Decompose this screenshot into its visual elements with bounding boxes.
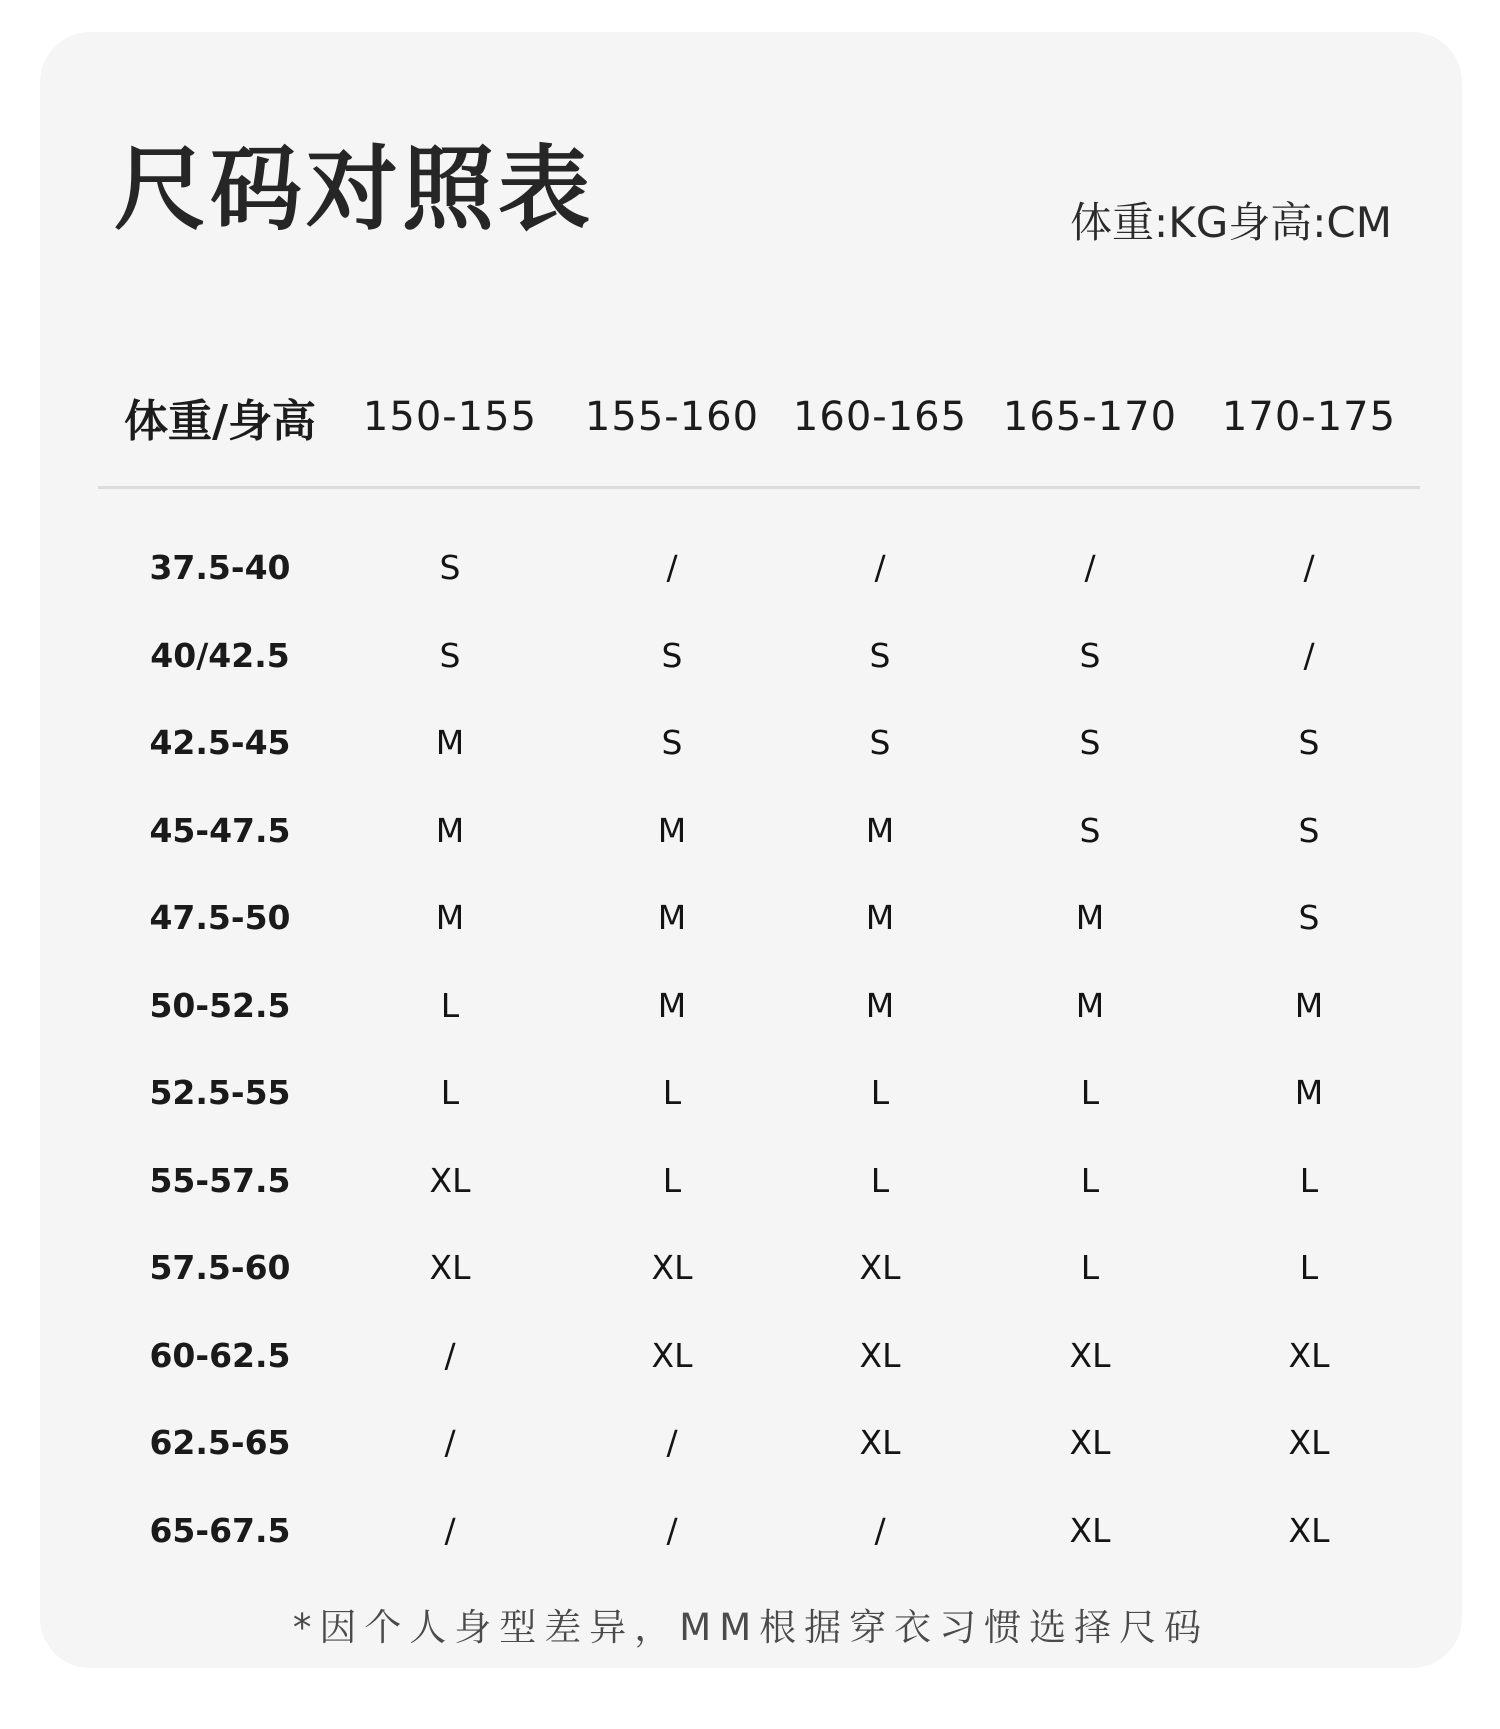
- size-cell: /: [874, 1510, 886, 1550]
- size-cell: S: [869, 635, 891, 675]
- weight-cell: 42.5-45: [149, 723, 291, 763]
- size-cell: XL: [1069, 1423, 1111, 1463]
- table-row: [40, 1487, 1462, 1575]
- size-cell: S: [439, 635, 461, 675]
- size-cell: L: [662, 1160, 682, 1200]
- units-label: 体重:KG身高:CM: [1070, 198, 1392, 247]
- size-cell: XL: [651, 1248, 693, 1288]
- size-cell: L: [870, 1160, 890, 1200]
- size-cell: XL: [1069, 1335, 1111, 1375]
- header-height-3: 160-165: [792, 394, 968, 440]
- weight-cell: 52.5-55: [149, 1073, 291, 1113]
- header-height-2: 155-160: [584, 394, 760, 440]
- size-cell: M: [1075, 898, 1105, 938]
- size-cell: S: [439, 548, 461, 588]
- weight-cell: 65-67.5: [149, 1510, 291, 1550]
- size-cell: /: [444, 1423, 456, 1463]
- size-cell: /: [444, 1335, 456, 1375]
- weight-cell: 47.5-50: [149, 898, 291, 938]
- weight-cell: 60-62.5: [149, 1335, 291, 1375]
- size-cell: L: [440, 985, 460, 1025]
- table-row: [40, 874, 1462, 962]
- weight-cell: 62.5-65: [149, 1423, 291, 1463]
- size-cell: L: [440, 1073, 460, 1113]
- size-cell: L: [1080, 1073, 1100, 1113]
- size-cell: XL: [1288, 1510, 1330, 1550]
- size-cell: S: [1079, 635, 1101, 675]
- size-cell: XL: [859, 1248, 901, 1288]
- weight-cell: 45-47.5: [149, 810, 291, 850]
- size-cell: /: [666, 1510, 678, 1550]
- size-cell: /: [666, 1423, 678, 1463]
- size-cell: M: [1294, 985, 1324, 1025]
- table-row: [40, 612, 1462, 700]
- size-cell: L: [1080, 1160, 1100, 1200]
- size-cell: XL: [1288, 1335, 1330, 1375]
- size-cell: M: [865, 810, 895, 850]
- size-cell: /: [666, 548, 678, 588]
- table-row: [40, 962, 1462, 1050]
- size-cell: L: [1299, 1248, 1319, 1288]
- size-cell: M: [865, 985, 895, 1025]
- size-cell: S: [1298, 810, 1320, 850]
- size-chart-card: [40, 32, 1462, 1668]
- table-row: [40, 699, 1462, 787]
- size-cell: XL: [859, 1423, 901, 1463]
- size-cell: L: [1080, 1248, 1100, 1288]
- table-body: [40, 524, 1462, 1574]
- size-cell: M: [657, 898, 687, 938]
- size-cell: M: [865, 898, 895, 938]
- size-cell: M: [657, 985, 687, 1025]
- weight-cell: 57.5-60: [149, 1248, 291, 1288]
- page-title: 尺码对照表: [114, 136, 595, 243]
- table-row: [40, 524, 1462, 612]
- size-cell: S: [1298, 898, 1320, 938]
- size-cell: XL: [859, 1335, 901, 1375]
- size-cell: M: [1075, 985, 1105, 1025]
- size-cell: M: [435, 898, 465, 938]
- table-row: [40, 1137, 1462, 1225]
- size-cell: M: [1294, 1073, 1324, 1113]
- size-cell: M: [657, 810, 687, 850]
- weight-cell: 50-52.5: [149, 985, 291, 1025]
- size-cell: /: [444, 1510, 456, 1550]
- size-cell: /: [1303, 548, 1315, 588]
- size-cell: /: [1084, 548, 1096, 588]
- table-header: [40, 377, 1462, 457]
- header-height-5: 170-175: [1221, 394, 1397, 440]
- size-cell: /: [874, 548, 886, 588]
- header-height-4: 165-170: [1002, 394, 1178, 440]
- table-row: [40, 1224, 1462, 1312]
- footnote: *因个人身型差异，MM根据穿衣习惯选择尺码: [292, 1606, 1210, 1649]
- size-cell: S: [869, 723, 891, 763]
- size-cell: XL: [429, 1248, 471, 1288]
- header-divider: [98, 486, 1420, 489]
- weight-cell: 40/42.5: [150, 635, 290, 675]
- size-cell: XL: [651, 1335, 693, 1375]
- size-cell: M: [435, 723, 465, 763]
- size-cell: S: [661, 723, 683, 763]
- size-cell: L: [1299, 1160, 1319, 1200]
- table-row: [40, 1049, 1462, 1137]
- size-cell: S: [1079, 810, 1101, 850]
- size-cell: /: [1303, 635, 1315, 675]
- size-cell: L: [870, 1073, 890, 1113]
- size-cell: S: [1298, 723, 1320, 763]
- table-row: [40, 1399, 1462, 1487]
- size-cell: S: [1079, 723, 1101, 763]
- size-cell: S: [661, 635, 683, 675]
- weight-cell: 55-57.5: [149, 1160, 291, 1200]
- table-row: [40, 787, 1462, 875]
- header-height-1: 150-155: [362, 394, 538, 440]
- size-cell: XL: [429, 1160, 471, 1200]
- size-cell: M: [435, 810, 465, 850]
- table-row: [40, 1312, 1462, 1400]
- header-corner-label: 体重/身高: [123, 396, 317, 447]
- weight-cell: 37.5-40: [149, 548, 291, 588]
- size-cell: L: [662, 1073, 682, 1113]
- size-cell: XL: [1288, 1423, 1330, 1463]
- size-cell: XL: [1069, 1510, 1111, 1550]
